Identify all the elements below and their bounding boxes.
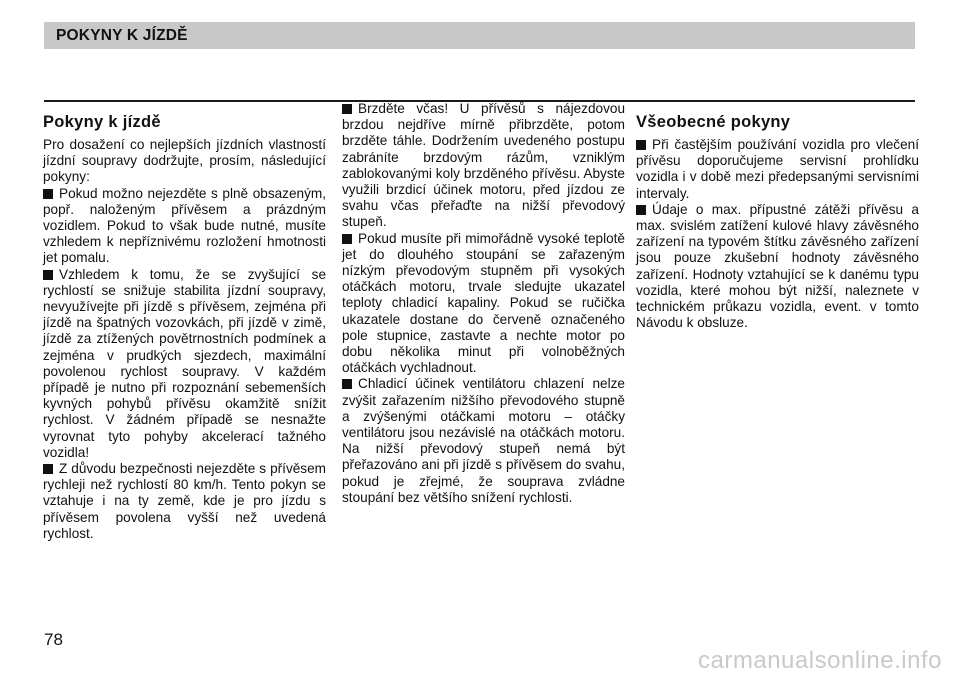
heading-general-instructions: Všeobecné pokyny <box>636 113 791 131</box>
square-bullet-icon <box>342 234 352 244</box>
square-bullet-icon <box>342 104 352 114</box>
section-header-bar <box>44 22 915 49</box>
instruction-paragraph <box>342 231 625 377</box>
instruction-text: Při častějším používání vozidla pro vlečení přívěsu doporučujeme servisní prohlídku vozidla i v době mezi předepsanými servisními intervaly. <box>636 137 919 201</box>
square-bullet-icon <box>636 140 646 150</box>
column-general-instructions <box>636 113 919 331</box>
instruction-paragraph <box>636 137 919 202</box>
column-driving-instructions <box>43 113 326 542</box>
square-bullet-icon <box>43 464 53 474</box>
instruction-text: Vzhledem k tomu, že se zvyšující se rychlostí se snižuje stabilita jízdní soupravy, nevyužívejte při jízdě s přívěsem, zejména při jízdě na špatných vozovkách, při jízdě v zimě, jízdě za ztížených povětrnostních podmínek a zejména v prudkých sjezdech, maximální povolenou rychlost soupravy. V každém případě je nutno při rozpoznání sebemenších kyvných pohybů přívěsu okamžitě snížit rychlost. V žádném případě se nesnažte vyrovnat tyto pohyby akcelerací tažného vozidla! <box>43 266 326 460</box>
page-number: 78 <box>44 630 63 649</box>
square-bullet-icon <box>636 205 646 215</box>
instruction-paragraph <box>342 376 625 506</box>
instruction-text: Pokud možno nejezděte s plně obsazeným, popř. naloženým přívěsem a prázdným vozidlem. Pokud to však bude nutné, musíte vzhledem k nepříznivému rozložení hmotnosti jet pomalu. <box>43 185 326 266</box>
instruction-paragraph <box>43 267 326 461</box>
section-header-title: POKYNY K JÍZDĚ <box>56 27 188 44</box>
instruction-paragraph <box>43 186 326 267</box>
instruction-text: Chladicí účinek ventilátoru chlazení nelze zvýšit zařazením nižšího převodového stupně a zvýšenými otáčkami motoru – otáčky ventilátoru jsou nezávislé na otáčkách motoru. Na nižší převodový stupeň nemá být přeřazováno ani při jízdě s přívěsem do svahu, pokud je zřejmé, že souprava zvládne stoupání bez většího snížení rychlosti. <box>342 376 625 505</box>
square-bullet-icon <box>342 379 352 389</box>
instruction-text: Brzděte včas! U přívěsů s nájezdovou brzdou nejdříve mírně přibrzděte, potom brzděte táhle. Dodržením uvedeného postupu zabráníte brzdovým rázům, vzniklým zablokovanými koly brzděného přívěsu. Abyste využili brzdicí účinek motoru, před jízdou ze svahu včas přeřaďte na nižší převodový stupeň. <box>342 101 625 230</box>
instruction-text: Z důvodu bezpečnosti nejezděte s přívěsem rychleji než rychlostí 80 km/h. Tento pokyn se vztahuje i na ty země, kde je pro jízdu s přívěsem povolena vyšší než uvedená rychlost. <box>43 461 326 541</box>
instruction-paragraph <box>43 461 326 542</box>
instruction-paragraph <box>636 202 919 332</box>
square-bullet-icon <box>43 270 53 280</box>
watermark: carmanualsonline.info <box>698 647 942 674</box>
square-bullet-icon <box>43 189 53 199</box>
instruction-text: Údaje o max. přípustné zátěži přívěsu a max. svislém zatížení kulové hlavy závěsného zařízení na typovém štítku závěsného zařízení jsou pouze zkušební hodnoty závěsného zařízení. Hodnoty vztahující se k danému typu vozidla, které mohou být nižší, naleznete v technickém průkazu vozidla, event. v tomto Návodu k obsluze. <box>636 201 919 331</box>
column-braking-cooling <box>342 101 625 506</box>
instruction-paragraph <box>342 101 625 231</box>
heading-driving-instructions: Pokyny k jízdě <box>43 113 161 131</box>
instruction-text: Pokud musíte při mimořádně vysoké teplotě jet do dlouhého stoupání se zařazeným nízkým převodovým stupněm při vysokých otáčkách motoru, trvale sledujte ukazatel teploty chladicí kapaliny. Pokud se ručička ukazatele dostane do červeně označeného pole stupnice, zastavte a nechte motor po dobu několika minut při volnoběžných otáčkách vychladnout. <box>342 230 625 376</box>
intro-paragraph: Pro dosažení co nejlepších jízdních vlastností jízdní soupravy dodržujte, prosím, následující pokyny: <box>43 137 326 185</box>
